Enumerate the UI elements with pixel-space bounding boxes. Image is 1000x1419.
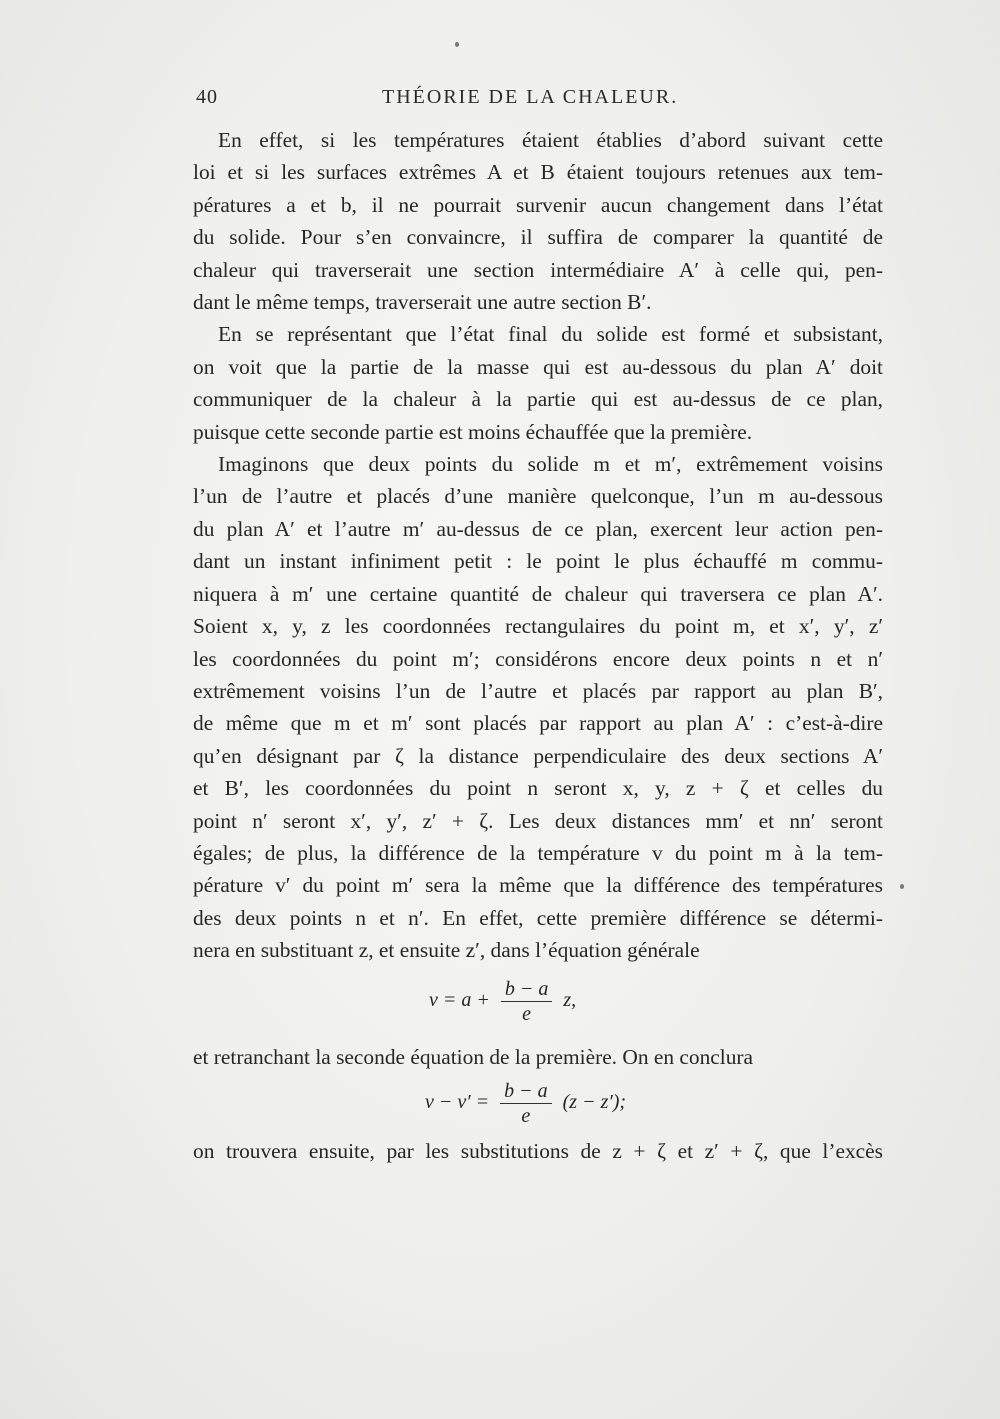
fraction (501, 977, 553, 1026)
text-line: du plan A′ et l’autre m′ au-dessus de ce plan, exercent leur action pen- (193, 516, 883, 541)
text-line: pératures a et b, il ne pourrait survenir aucun changement dans l’état (193, 192, 883, 217)
equation-difference (193, 1073, 883, 1135)
text-line: loi et si les surfaces extrêmes A et B étaient toujours retenues aux tem- (193, 160, 883, 185)
running-title: THÉORIE DE LA CHALEUR. (382, 86, 679, 108)
text-line: on trouvera ensuite, par les substitutions de z + ζ et z′ + ζ, que l’excès (193, 1138, 883, 1163)
text-line: pérature v′ du point m′ sera la même que la différence des températures (193, 873, 883, 898)
equation-general (193, 967, 883, 1041)
text-line: qu’en désignant par ζ la distance perpendiculaire des deux sections A′ (193, 743, 883, 768)
text-line: Soient x, y, z les coordonnées rectangulaires du point m, et x′, y′, z′ (193, 614, 883, 639)
page-number: 40 (196, 86, 218, 108)
fraction-denominator: e (521, 1104, 531, 1127)
equation-lhs: v = a + (429, 988, 490, 1011)
text-line: chaleur qui traverserait une section intermédiaire A′ à celle qui, pen- (193, 257, 883, 282)
text-line: En effet, si les températures étaient établies d’abord suivant cette (218, 128, 883, 152)
text-line: dant le même temps, traverserait une autre section B′. (193, 290, 652, 315)
equation-rhs: (z − z′); (562, 1091, 627, 1114)
body-text (193, 124, 883, 1167)
text-line: et retranchant la seconde équation de la première. On en conclura (193, 1044, 754, 1069)
text-line: niquera à m′ une certaine quantité de chaleur qui traversera ce plan A′. (193, 581, 883, 606)
text-line: dant un instant infiniment petit : le point le plus échauffé m commu- (193, 549, 883, 574)
text-line: point n′ seront x′, y′, z′ + ζ. Les deux distances mm′ et nn′ seront (193, 808, 883, 833)
text-line: nera en substituant z, et ensuite z′, dans l’équation générale (193, 938, 700, 963)
text-line: on voit que la partie de la masse qui est au-dessous du plan A′ doit (193, 354, 883, 379)
text-line: les coordonnées du point m′; considérons encore deux points n et n′ (193, 646, 883, 671)
text-line: du solide. Pour s’en convaincre, il suffira de comparer la quantité de (193, 225, 883, 250)
equation-lhs: v − v′ = (425, 1091, 490, 1114)
ink-speck (900, 884, 904, 889)
text-line: l’un de l’autre et placés d’une manière quelconque, l’un m au-dessous (193, 484, 883, 509)
text-line: de même que m et m′ sont placés par rapport au plan A′ : c’est-à-dire (193, 711, 883, 736)
fraction-numerator: b − a (500, 1079, 552, 1104)
ink-speck (455, 42, 459, 47)
text-line: des deux points n et n′. En effet, cette première différence se détermi- (193, 905, 883, 930)
text-line: puisque cette seconde partie est moins échauffée que la première. (193, 419, 753, 444)
text-line: En se représentant que l’état final du solide est formé et subsistant, (218, 322, 883, 347)
fraction (500, 1079, 552, 1128)
text-line: et B′, les coordonnées du point n seront x, y, z + ζ et celles du (193, 776, 883, 801)
fraction-numerator: b − a (501, 977, 553, 1002)
text-line: Imaginons que deux points du solide m et m′, extrêmement voisins (218, 452, 883, 477)
text-line: égales; de plus, la différence de la température v du point m à la tem- (193, 840, 883, 865)
page-header (196, 86, 890, 114)
text-line: extrêmement voisins l’un de l’autre et placés par rapport au plan B′, (193, 678, 883, 703)
equation-rhs: z, (563, 988, 577, 1011)
fraction-denominator: e (522, 1002, 532, 1025)
text-line: communiquer de la chaleur à la partie qui est au-dessus de ce plan, (193, 387, 883, 412)
